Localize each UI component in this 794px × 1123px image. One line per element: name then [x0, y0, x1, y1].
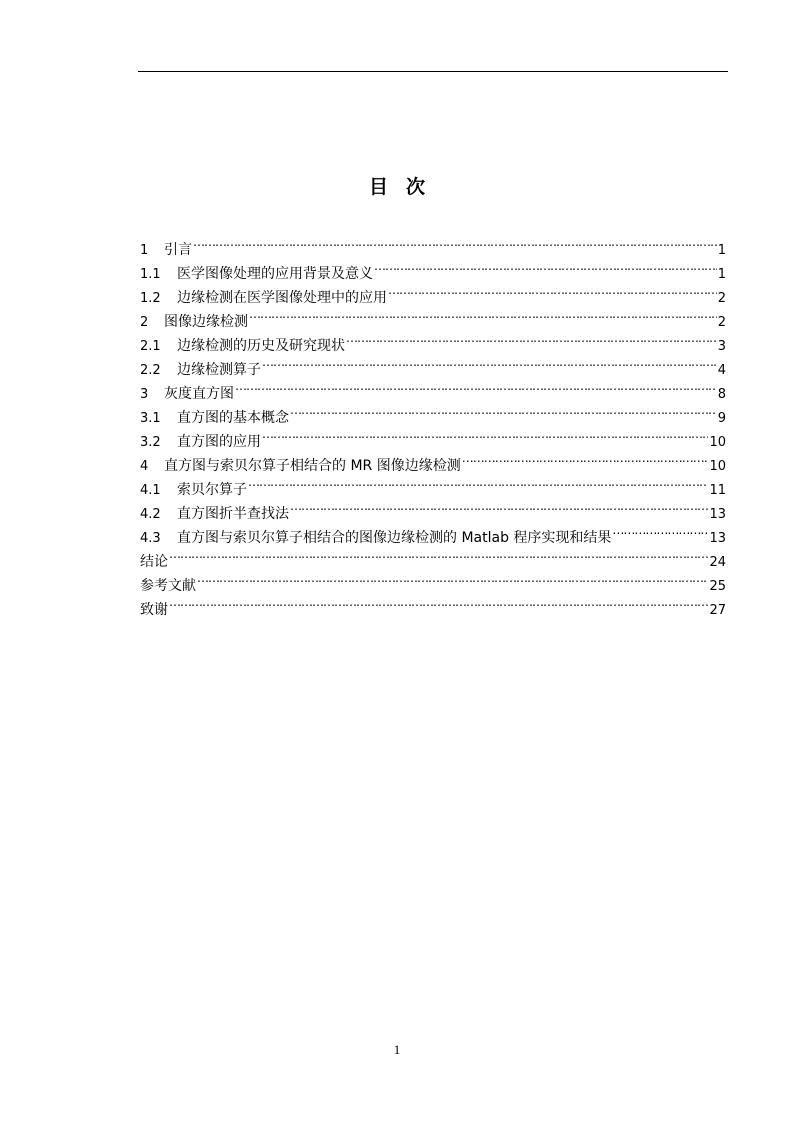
toc-page-number: 1: [717, 243, 726, 258]
toc-entry[interactable]: [140, 230, 726, 258]
toc-page-number: 13: [709, 507, 726, 522]
toc-page-number: 25: [709, 579, 726, 594]
toc-number: 4.3: [140, 531, 161, 546]
toc-title: 图像边缘检测: [164, 314, 248, 330]
toc-entry[interactable]: [140, 590, 726, 618]
toc-title: 索贝尔算子: [177, 482, 247, 498]
toc-number: 3.1: [140, 411, 161, 426]
toc-page-number: 24: [709, 555, 726, 570]
toc-number: 2: [140, 315, 149, 330]
toc-page-number: 2: [717, 291, 726, 306]
toc-number: 4: [140, 459, 149, 474]
toc-leader: [388, 278, 717, 302]
toc-number: 4.1: [140, 483, 161, 498]
toc-title: 引言: [164, 242, 192, 258]
toc-leader: [262, 422, 708, 446]
toc-page-number: 1: [717, 267, 726, 282]
toc-number: 1: [140, 243, 149, 258]
toc-leader: [374, 254, 717, 278]
toc-page-number: 3: [717, 339, 726, 354]
toc-leader: [248, 470, 708, 494]
toc-number: 1.2: [140, 291, 161, 306]
toc-title: 医学图像处理的应用背景及意义: [177, 266, 373, 282]
toc-leader: [612, 518, 708, 542]
toc-page-number: 9: [717, 411, 726, 426]
toc-page-number: 10: [709, 435, 726, 450]
toc-leader: [262, 350, 717, 374]
toc-title: 边缘检测在医学图像处理中的应用: [177, 290, 387, 306]
title-char-2: 次: [406, 176, 426, 198]
toc-title: 直方图的基本概念: [177, 410, 289, 426]
toc-leader: [169, 542, 708, 566]
title-char-1: 目: [368, 176, 388, 198]
toc-title: 参考文献: [140, 578, 196, 594]
table-of-contents: [140, 230, 726, 618]
toc-number: 4.2: [140, 507, 161, 522]
toc-entry[interactable]: [140, 542, 726, 570]
toc-title: 直方图的应用: [177, 434, 261, 450]
toc-entry[interactable]: [140, 254, 726, 282]
header-rule: [138, 71, 728, 72]
toc-leader: [193, 230, 717, 254]
toc-leader: [462, 446, 709, 470]
toc-page-number: 13: [709, 531, 726, 546]
toc-leader: [290, 494, 708, 518]
toc-title: 直方图与索贝尔算子相结合的 MR 图像边缘检测: [164, 458, 461, 474]
toc-page-number: 11: [709, 483, 726, 498]
toc-title: 直方图折半查找法: [177, 506, 289, 522]
toc-leader: [197, 566, 708, 590]
toc-page-number: 2: [717, 315, 726, 330]
page-title: [0, 172, 794, 199]
toc-title: 结论: [140, 554, 168, 570]
toc-title: 边缘检测的历史及研究现状: [177, 338, 345, 354]
toc-page-number: 8: [717, 387, 726, 402]
toc-entry[interactable]: [140, 566, 726, 594]
toc-number: 2.1: [140, 339, 161, 354]
toc-leader: [169, 590, 708, 614]
toc-number: 3: [140, 387, 149, 402]
page-number: 1: [393, 1042, 401, 1057]
toc-leader: [235, 374, 717, 398]
toc-title: 致谢: [140, 602, 168, 618]
toc-number: 3.2: [140, 435, 161, 450]
toc-number: 2.2: [140, 363, 161, 378]
toc-title: 直方图与索贝尔算子相结合的图像边缘检测的 Matlab 程序实现和结果: [177, 530, 612, 546]
toc-page-number: 27: [709, 603, 726, 618]
toc-page-number: 4: [717, 363, 726, 378]
toc-title: 灰度直方图: [164, 386, 234, 402]
toc-leader: [249, 302, 717, 326]
toc-title: 边缘检测算子: [177, 362, 261, 378]
toc-leader: [346, 326, 717, 350]
toc-number: 1.1: [140, 267, 161, 282]
toc-leader: [290, 398, 717, 422]
toc-page-number: 10: [709, 459, 726, 474]
